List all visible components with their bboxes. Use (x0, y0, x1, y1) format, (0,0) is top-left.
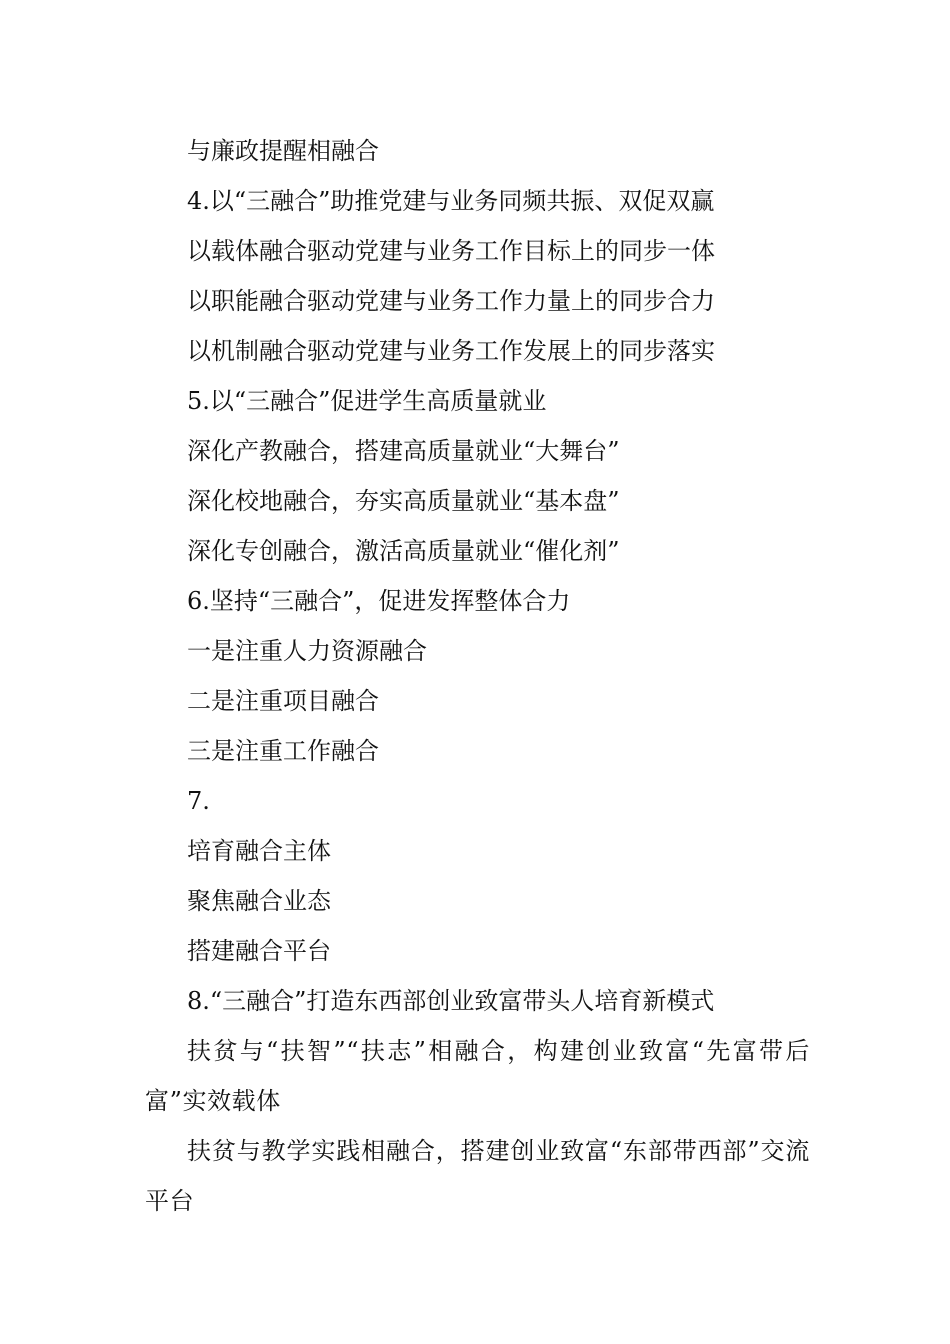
section-heading-5: 5.以“三融合”促进学生高质量就业 (187, 387, 547, 415)
paragraph: 扶贫与教学实践相融合，搭建创业致富“东部带西部”交流平台 (145, 1137, 810, 1215)
text-line: 聚焦融合业态 (187, 887, 331, 915)
text-line: 培育融合主体 (187, 837, 331, 865)
text-line: 二是注重项目融合 (187, 687, 379, 715)
text-line: 与廉政提醒相融合 (187, 137, 379, 165)
section-heading-7: 7. (187, 787, 210, 815)
text-line: 一是注重人力资源融合 (187, 637, 427, 665)
text-line: 搭建融合平台 (187, 937, 331, 965)
text-line: 以职能融合驱动党建与业务工作力量上的同步合力 (187, 287, 715, 315)
text-line: 深化产教融合，搭建高质量就业“大舞台” (187, 437, 620, 465)
text-line: 深化专创融合，激活高质量就业“催化剂” (187, 537, 620, 565)
paragraph: 扶贫与“扶智”“扶志”相融合，构建创业致富“先富带后富”实效载体 (145, 1037, 810, 1115)
section-heading-4: 4.以“三融合”助推党建与业务同频共振、双促双赢 (187, 187, 715, 215)
text-line: 以机制融合驱动党建与业务工作发展上的同步落实 (187, 337, 715, 365)
text-line: 以载体融合驱动党建与业务工作目标上的同步一体 (187, 237, 715, 265)
text-line: 三是注重工作融合 (187, 737, 379, 765)
document-body (145, 126, 810, 1226)
section-heading-8: 8.“三融合”打造东西部创业致富带头人培育新模式 (187, 987, 715, 1015)
text-line: 深化校地融合，夯实高质量就业“基本盘” (187, 487, 620, 515)
section-heading-6: 6.坚持“三融合”，促进发挥整体合力 (187, 587, 571, 615)
